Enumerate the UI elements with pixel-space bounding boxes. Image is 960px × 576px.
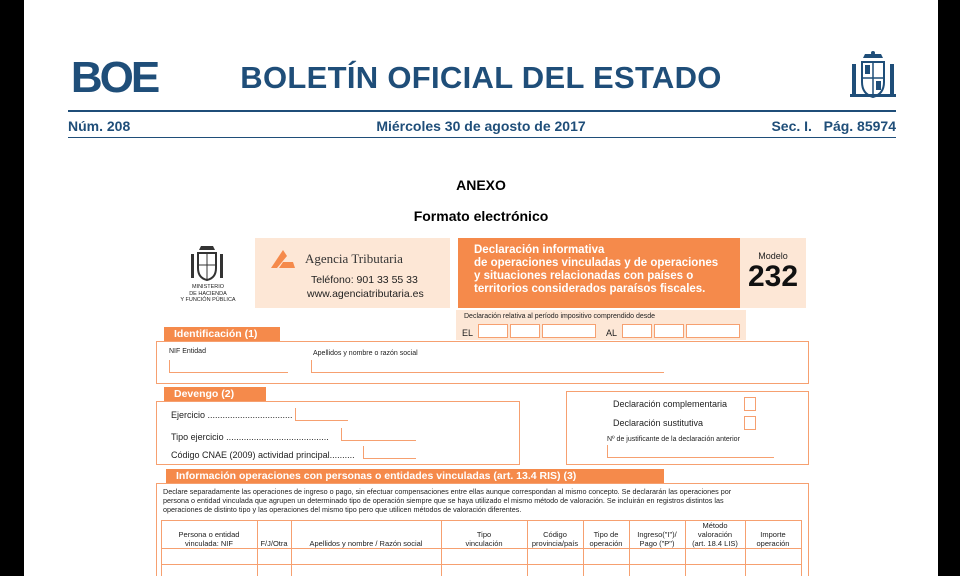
section-page: Sec. I. Pág. 85974 bbox=[771, 118, 896, 134]
issue-number: Núm. 208 bbox=[68, 118, 131, 134]
agency-phone: Teléfono: 901 33 55 33 bbox=[311, 274, 418, 286]
to-year-field[interactable] bbox=[686, 324, 740, 338]
document-page bbox=[24, 0, 938, 576]
table-col-line bbox=[527, 520, 528, 576]
nif-field[interactable] bbox=[169, 360, 288, 373]
ejercicio-field[interactable] bbox=[295, 408, 348, 421]
operaciones-tab: Información operaciones con personas o entidades vinculadas (art. 13.4 RIS) (3) bbox=[166, 469, 664, 484]
annex-subtitle: Formato electrónico bbox=[413, 208, 549, 224]
identificacion-tab: Identificación (1) bbox=[164, 327, 280, 342]
sustitutiva-checkbox[interactable] bbox=[744, 416, 756, 430]
table-col-line bbox=[161, 520, 162, 576]
declaration-title-box bbox=[458, 238, 750, 308]
header-rule-bottom bbox=[68, 137, 896, 138]
table-col-line bbox=[583, 520, 584, 576]
modelo-label: Modelo bbox=[758, 251, 788, 261]
column-header-name: Apellidos y nombre / Razón social bbox=[309, 539, 423, 548]
to-day-field[interactable] bbox=[622, 324, 652, 338]
nif-label: NIF Entidad bbox=[169, 348, 206, 355]
coat-of-arms-icon bbox=[850, 50, 896, 100]
column-header-ingreso-pago: Ingreso("I")/ Pago ("P") bbox=[637, 530, 677, 548]
annex-title: ANEXO bbox=[456, 177, 506, 193]
from-year-field[interactable] bbox=[542, 324, 596, 338]
column-header-metodo: Método valoración (art. 18.4 LIS) bbox=[692, 521, 738, 548]
period-from-label: EL bbox=[462, 328, 474, 338]
svg-text:BOE: BOE bbox=[70, 56, 158, 96]
justificante-label: Nº de justificante de la declaración anterior bbox=[607, 436, 740, 443]
issue-date: Miércoles 30 de agosto de 2017 bbox=[376, 118, 586, 134]
publication-title: BOLETÍN OFICIAL DEL ESTADO bbox=[240, 60, 722, 95]
modelo-number: 232 bbox=[747, 260, 799, 293]
period-box bbox=[456, 310, 746, 340]
identificacion-section bbox=[156, 341, 809, 384]
agency-logo-icon bbox=[269, 248, 295, 272]
ministry-shield-icon bbox=[189, 244, 225, 282]
column-header-fj: F/J/Otra bbox=[260, 539, 288, 548]
period-label: Declaración relativa al período impositivo comprendido desde bbox=[464, 313, 656, 320]
ministry-name: MINISTERIO DE HACIENDA Y FUNCIÓN PÚBLICA bbox=[180, 284, 236, 303]
name-label: Apellidos y nombre o razón social bbox=[313, 350, 418, 357]
agency-web: www.agenciatributaria.es bbox=[307, 288, 424, 300]
table-col-line bbox=[629, 520, 630, 576]
cnae-label: Código CNAE (2009) actividad principal.......... bbox=[171, 450, 355, 460]
column-header-importe: Importe operación bbox=[756, 530, 790, 548]
devengo-section bbox=[156, 401, 520, 465]
table-col-line bbox=[257, 520, 258, 576]
complementaria-section bbox=[566, 391, 809, 465]
sustitutiva-label: Declaración sustitutiva bbox=[613, 418, 704, 428]
from-day-field[interactable] bbox=[478, 324, 508, 338]
justificante-field[interactable] bbox=[607, 445, 774, 458]
complementaria-label: Declaración complementaria bbox=[613, 399, 728, 409]
name-field[interactable] bbox=[311, 360, 664, 373]
period-to-label: AL bbox=[606, 328, 618, 338]
tipo-ejercicio-field[interactable] bbox=[341, 428, 416, 441]
from-month-field[interactable] bbox=[510, 324, 540, 338]
modelo-box bbox=[740, 238, 806, 308]
header-rule bbox=[68, 110, 896, 112]
declaration-title: Declaración informativa de operaciones vinculadas y de operaciones y situaciones relacionadas con países o territorios considerados paraísos fiscales. bbox=[474, 244, 719, 295]
agency-box bbox=[255, 238, 450, 308]
table-col-line bbox=[745, 520, 746, 576]
operaciones-instructions: Declare separadamente las operaciones de ingreso o pago, sin efectuar compensaciones entre ellas aunque correspondan al mismo concepto. Se declararán las operaciones por persona o entidad vinculada que agrupen un determinado tipo de operación siempre que se haya utilizado el mismo método de valoración. Se incluirán en registros distintos las operaciones de distinto tipo y las operaciones del mismo tipo pero que utilicen métodos de valoración diferentes. bbox=[163, 487, 732, 514]
ejercicio-label: Ejercicio .................................. bbox=[171, 410, 293, 420]
column-header-nif: Persona o entidad vinculada: NIF bbox=[178, 530, 240, 548]
cnae-field[interactable] bbox=[363, 446, 416, 459]
devengo-tab: Devengo (2) bbox=[164, 387, 266, 402]
tipo-ejercicio-label: Tipo ejercicio ......................................... bbox=[171, 432, 329, 442]
column-header-tipo-vinculacion: Tipo vinculación bbox=[465, 530, 503, 548]
to-month-field[interactable] bbox=[654, 324, 684, 338]
column-header-provincia: Código provincia/país bbox=[531, 530, 579, 548]
operaciones-section bbox=[156, 483, 809, 576]
column-header-tipo-operacion: Tipo de operación bbox=[589, 530, 623, 548]
table-col-line bbox=[291, 520, 292, 576]
complementaria-checkbox[interactable] bbox=[744, 397, 756, 411]
agency-name: Agencia Tributaria bbox=[305, 251, 403, 266]
table-col-line bbox=[441, 520, 442, 576]
table-col-line bbox=[801, 520, 802, 576]
